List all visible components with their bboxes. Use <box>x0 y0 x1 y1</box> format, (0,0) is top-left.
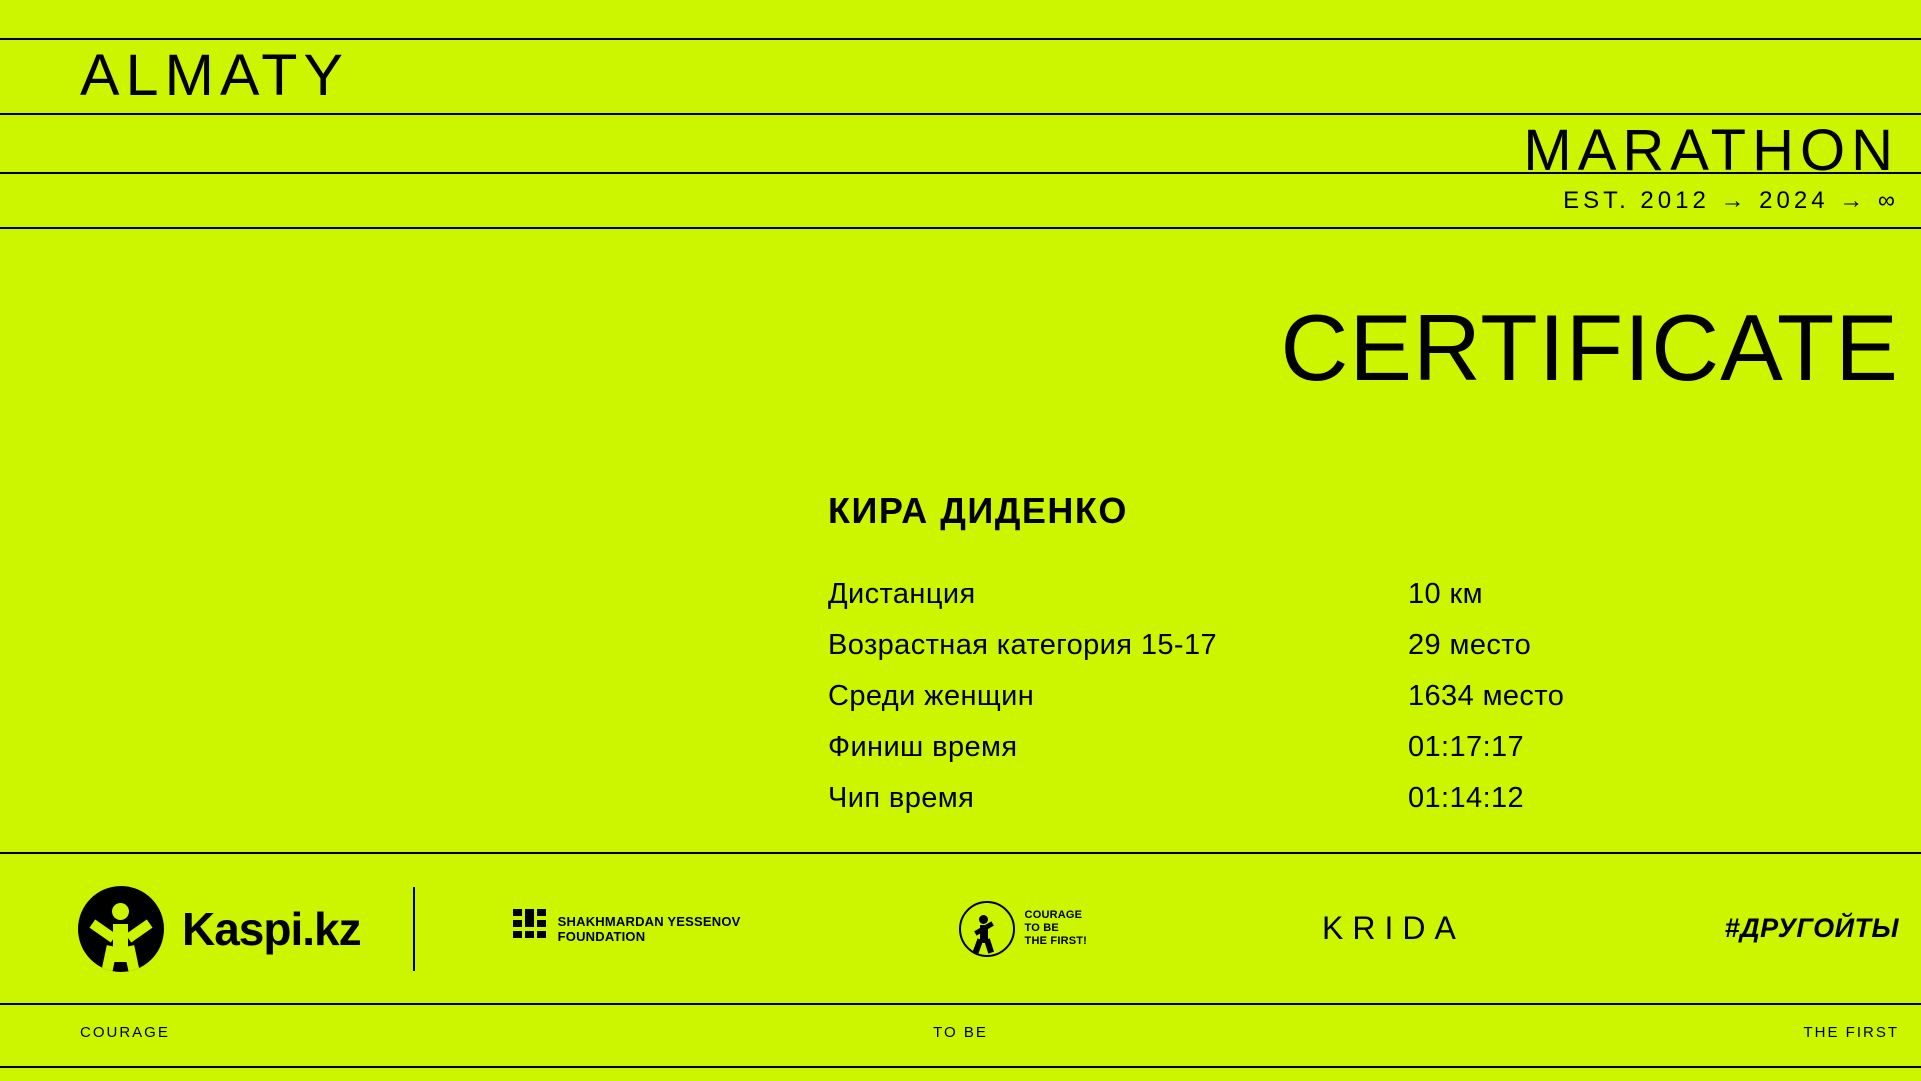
yessenov-bars-icon <box>513 909 547 949</box>
table-row <box>828 731 1668 782</box>
footer-rule-bottom <box>0 1066 1921 1068</box>
result-value: 1634 место <box>1408 680 1565 712</box>
runner-name: КИРА ДИДЕНКО <box>828 490 1128 531</box>
sponsor-courage-fund <box>959 901 1088 957</box>
sponsor-krida: KRIDA <box>1322 910 1465 946</box>
footer-left: COURAGE <box>80 1024 170 1041</box>
sponsor-kaspi <box>78 886 361 972</box>
footer <box>0 1024 1921 1054</box>
result-label: Возрастная категория 15-17 <box>828 629 1218 661</box>
brand-almaty: ALMATY <box>80 43 350 108</box>
header-rule-4 <box>0 227 1921 229</box>
sponsor-divider <box>413 887 415 971</box>
footer-rule-top <box>0 1003 1921 1005</box>
courage-fund-line-2: TO BE <box>1024 922 1059 934</box>
kaspi-wordmark: Kaspi.kz <box>182 902 361 955</box>
footer-right: THE FIRST <box>1803 1024 1899 1041</box>
sponsor-strip <box>0 854 1921 1003</box>
table-row <box>828 578 1668 629</box>
courage-fund-line-1: COURAGE <box>1024 909 1083 921</box>
courage-fund-line-3: THE FIRST! <box>1024 935 1088 947</box>
brand-established: EST. 2012 → 2024 → ∞ <box>1563 187 1899 214</box>
result-value: 29 место <box>1408 629 1532 661</box>
result-value: 10 км <box>1408 578 1483 610</box>
brand-marathon: MARATHON <box>1523 118 1899 183</box>
courage-fund-wordmark <box>1025 909 1088 948</box>
result-label: Среди женщин <box>828 680 1035 712</box>
result-label: Финиш время <box>828 731 1018 763</box>
result-label: Дистанция <box>828 578 976 610</box>
header-rule-1 <box>0 38 1921 40</box>
courage-fund-figure-icon <box>959 901 1015 957</box>
kaspi-figure-icon <box>78 886 164 972</box>
result-label: Чип время <box>828 782 975 814</box>
sponsor-yessenov-foundation <box>513 909 741 949</box>
sponsor-drugoyty: #ДРУГОЙТЫ <box>1724 913 1899 943</box>
yessenov-wordmark <box>558 914 741 944</box>
table-row <box>828 680 1668 731</box>
table-row <box>828 629 1668 680</box>
result-value: 01:17:17 <box>1408 731 1525 763</box>
footer-middle: TO BE <box>933 1024 988 1041</box>
table-row <box>828 782 1668 833</box>
results-table <box>828 578 1668 833</box>
yessenov-line-1: SHAKHMARDAN YESSENOV <box>557 913 741 929</box>
header-rule-2 <box>0 113 1921 115</box>
yessenov-line-2: FOUNDATION <box>557 928 646 944</box>
result-value: 01:14:12 <box>1408 782 1525 814</box>
page-title: CERTIFICATE <box>1280 295 1899 400</box>
